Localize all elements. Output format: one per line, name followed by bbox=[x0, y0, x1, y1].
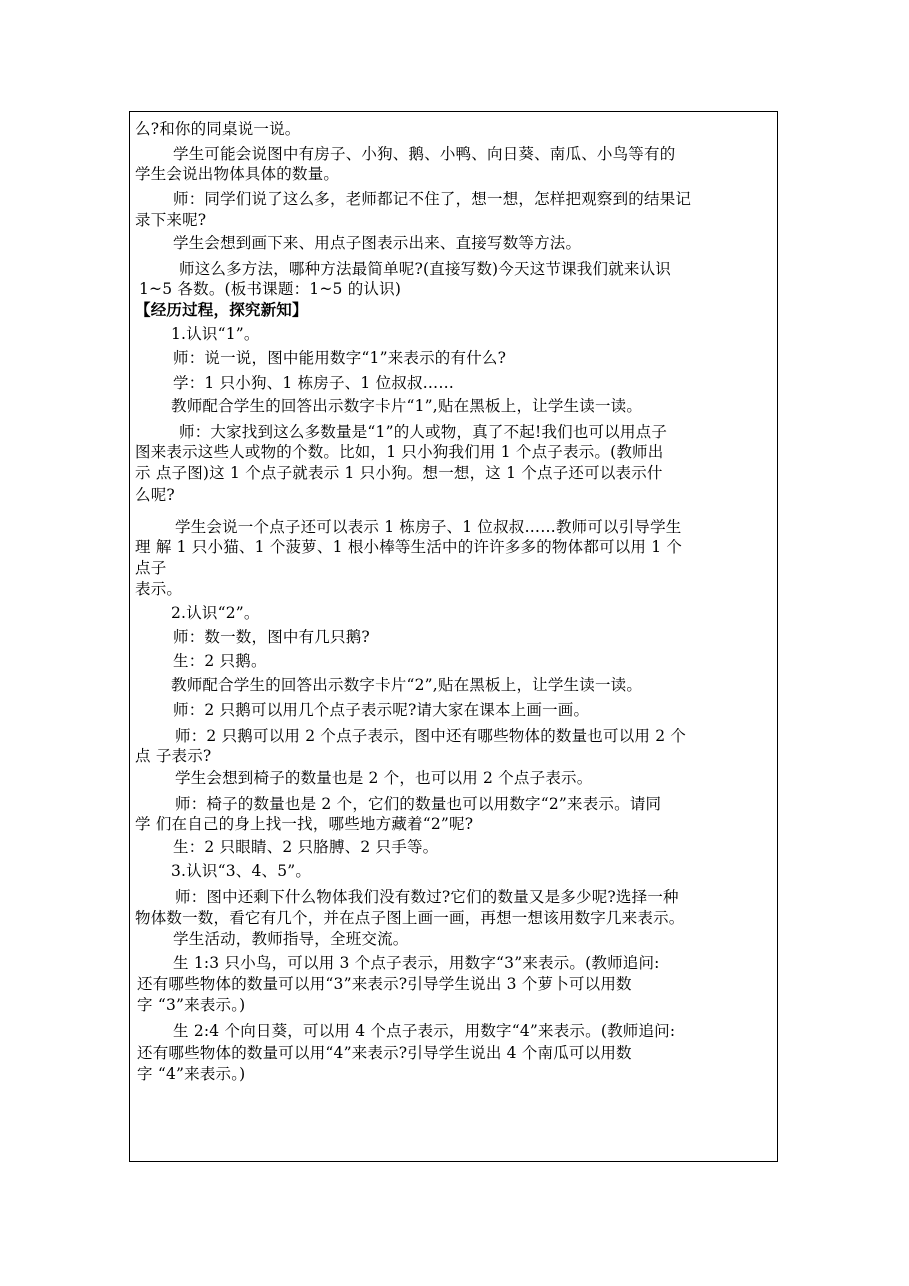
text-line: 生 2:4 个向日葵，可以用 4 个点子表示，用数字“4”来表示。(教师追问: bbox=[173, 1022, 676, 1040]
text-line: 学生会想到画下来、用点子图表示出来、直接写数等方法。 bbox=[173, 234, 582, 252]
text-line: 师：2 只鹅可以用几个点子表示呢?请大家在课本上画一画。 bbox=[173, 701, 590, 719]
text-line: 师：同学们说了这么多，老师都记不住了，想一想，怎样把观察到的结果记 bbox=[173, 190, 692, 208]
text-line: 1~5 各数。(板书课题：1~5 的认识) bbox=[139, 280, 402, 298]
text-line: 师：2 只鹅可以用 2 个点子表示，图中还有哪些物体的数量也可以用 2 个 bbox=[175, 727, 687, 745]
text-line: 学生会说一个点子还可以表示 1 栋房子、1 位叔叔……教师可以引导学生 bbox=[175, 518, 682, 536]
text-line: 学：1 只小狗、1 栋房子、1 位叔叔…… bbox=[173, 374, 455, 392]
text-line: 物体数一数，看它有几个，并在点子图上画一画，再想一想该用数字几来表示。 bbox=[135, 909, 685, 927]
text-line: 学生会想到椅子的数量也是 2 个，也可以用 2 个点子表示。 bbox=[175, 769, 593, 787]
text-line: 师：说一说，图中能用数字“1”来表示的有什么? bbox=[173, 349, 507, 367]
text-line: 还有哪些物体的数量可以用“3”来表示?引导学生说出 3 个萝卜可以用数 bbox=[137, 975, 632, 993]
text-line: 学生会说出物体具体的数量。 bbox=[135, 165, 340, 183]
text-line: 师：数一数，图中有几只鹅? bbox=[173, 628, 370, 646]
text-line: 师这么多方法，哪种方法最简单呢?(直接写数)今天这节课我们就来认识 bbox=[179, 260, 672, 278]
text-line: 图来表示这些人或物的个数。比如，1 只小狗我们用 1 个点子表示。(教师出 bbox=[135, 443, 664, 461]
text-line: 师：大家找到这么多数量是“1”的人或物，真了不起!我们也可以用点子 bbox=[179, 423, 668, 441]
text-line: 学 们在自己的身上找一找，哪些地方藏着“2”呢? bbox=[135, 815, 474, 833]
text-line: 生：2 只鹅。 bbox=[173, 652, 267, 670]
text-line: 字 “4”来表示。) bbox=[137, 1065, 246, 1083]
text-line: 理 解 1 只小猫、1 个菠萝、1 根小棒等生活中的许许多多的物体都可以用 1 个 bbox=[135, 538, 683, 556]
text-line: 点 子表示? bbox=[135, 747, 212, 765]
text-line: 2.认识“2”。 bbox=[171, 604, 260, 622]
text-line: 么?和你的同桌说一说。 bbox=[135, 120, 301, 138]
text-line: 录下来呢? bbox=[135, 211, 207, 229]
section-heading: 【经历过程，探究新知】 bbox=[135, 300, 308, 319]
text-line: 教师配合学生的回答出示数字卡片“2”,贴在黑板上，让学生读一读。 bbox=[171, 676, 643, 694]
text-line: 表示。 bbox=[135, 580, 183, 598]
text-line: 学生可能会说图中有房子、小狗、鹅、小鸭、向日葵、南瓜、小鸟等有的 bbox=[173, 145, 676, 163]
text-line: 示 点子图)这 1 个点子就表示 1 只小狗。想一想，这 1 个点子还可以表示什 bbox=[135, 464, 663, 482]
text-line: 学生活动，教师指导，全班交流。 bbox=[173, 930, 409, 948]
text-line: 字 “3”来表示。) bbox=[137, 996, 246, 1014]
text-line: 还有哪些物体的数量可以用“4”来表示?引导学生说出 4 个南瓜可以用数 bbox=[137, 1044, 632, 1062]
text-line: 么呢? bbox=[135, 486, 175, 504]
text-line: 生 1:3 只小鸟，可以用 3 个点子表示，用数字“3”来表示。(教师追问: bbox=[173, 954, 660, 972]
text-line: 师：图中还剩下什么物体我们没有数过?它们的数量又是多少呢?选择一种 bbox=[175, 888, 679, 906]
text-line: 3.认识“3、4、5”。 bbox=[171, 862, 312, 880]
text-line: 教师配合学生的回答出示数字卡片“1”,贴在黑板上，让学生读一读。 bbox=[171, 397, 643, 415]
text-line: 生：2 只眼睛、2 只胳膊、2 只手等。 bbox=[173, 838, 439, 856]
text-line: 师：椅子的数量也是 2 个，它们的数量也可以用数字“2”来表示。请同 bbox=[175, 795, 662, 813]
text-line: 点子 bbox=[135, 559, 167, 577]
text-line: 1.认识“1”。 bbox=[171, 325, 260, 343]
